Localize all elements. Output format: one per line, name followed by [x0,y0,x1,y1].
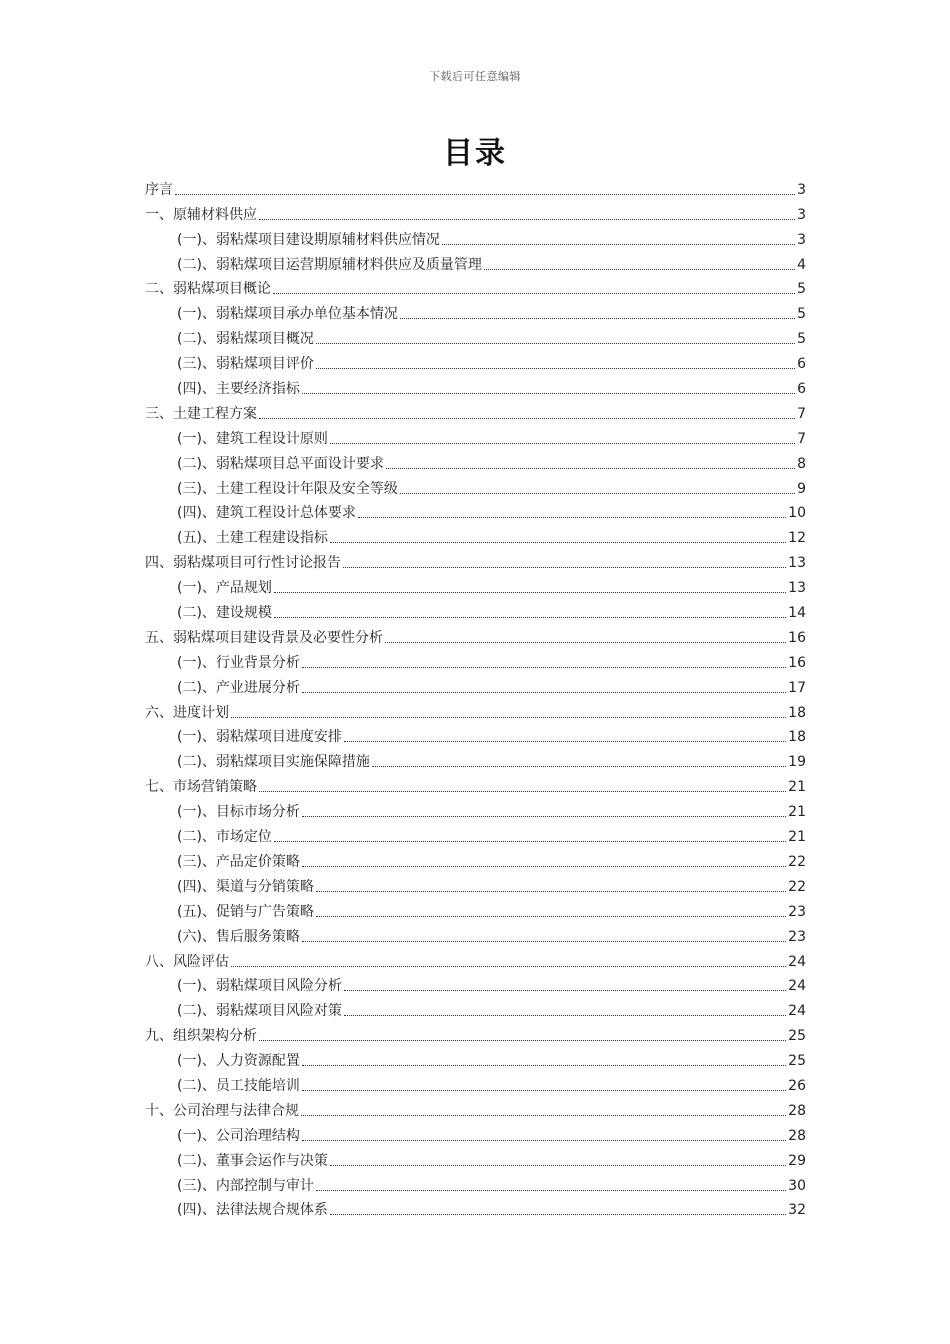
toc-dot-leader [175,194,795,195]
toc-section-link[interactable] [145,697,806,722]
toc-page-number: 5 [797,331,806,348]
toc-page-number: 18 [788,729,806,746]
toc-subsection-link[interactable] [145,746,806,771]
toc-subsection-link[interactable] [145,971,806,996]
toc-subsection-link[interactable] [145,1120,806,1145]
toc-subsection-link[interactable] [145,448,806,473]
toc-page-number: 22 [788,878,806,895]
toc-entry-title: 二、弱粘煤项目概论 [145,281,271,298]
toc-entry-title: (三)、产品定价策略 [177,853,300,870]
toc-entry-title: (三)、土建工程设计年限及安全等级 [177,480,398,497]
toc-page-number: 19 [788,754,806,771]
toc-page-number: 13 [788,555,806,572]
toc-subsection-link[interactable] [145,1070,806,1095]
toc-subsection-link[interactable] [145,871,806,896]
toc-entry-title: (二)、弱粘煤项目实施保障措施 [177,754,370,771]
toc-dot-leader [302,667,786,668]
toc-entry-title: (四)、建筑工程设计总体要求 [177,505,356,522]
toc-page-number: 4 [797,256,806,273]
toc-entry-title: (三)、弱粘煤项目评价 [177,356,314,373]
toc-subsection-link[interactable] [145,373,806,398]
toc-entry-title: (二)、弱粘煤项目风险对策 [177,1003,342,1020]
toc-dot-leader [316,343,795,344]
toc-dot-leader [302,1090,786,1091]
toc-page-number: 21 [788,829,806,846]
toc-subsection-link[interactable] [145,722,806,747]
toc-dot-leader [302,1065,786,1066]
toc-dot-leader [343,567,786,568]
toc-page-number: 13 [788,580,806,597]
toc-entry-title: (一)、弱粘煤项目进度安排 [177,729,342,746]
toc-section-link[interactable] [145,547,806,572]
toc-entry-title: (一)、弱粘煤项目承办单位基本情况 [177,306,398,323]
toc-subsection-link[interactable] [145,423,806,448]
toc-page-number: 32 [788,1202,806,1219]
toc-entry-title: (一)、人力资源配置 [177,1053,300,1070]
toc-subsection-link[interactable] [145,896,806,921]
table-of-contents [145,174,806,1219]
toc-page-number: 21 [788,779,806,796]
toc-page-number: 3 [797,206,806,223]
toc-page-number: 29 [788,1152,806,1169]
toc-subsection-link[interactable] [145,672,806,697]
toc-subsection-link[interactable] [145,323,806,348]
toc-entry-title: (五)、土建工程建设指标 [177,530,328,547]
toc-subsection-link[interactable] [145,921,806,946]
toc-section-link[interactable] [145,398,806,423]
toc-entry-title: (一)、目标市场分析 [177,804,300,821]
toc-page-number: 7 [797,405,806,422]
toc-page-number: 7 [797,430,806,447]
header-note: 下载后可任意编辑 [429,70,521,83]
toc-dot-leader [274,841,786,842]
toc-subsection-link[interactable] [145,249,806,274]
toc-page-number: 10 [788,505,806,522]
toc-subsection-link[interactable] [145,1195,806,1220]
toc-dot-leader [259,418,795,419]
toc-entry-title: (三)、内部控制与审计 [177,1177,314,1194]
toc-dot-leader [259,791,786,792]
toc-page-number: 16 [788,654,806,671]
toc-dot-leader [484,269,795,270]
toc-page-number: 23 [788,903,806,920]
toc-dot-leader [302,692,786,693]
toc-dot-leader [400,493,795,494]
toc-dot-leader [259,1040,786,1041]
toc-page-number: 8 [797,455,806,472]
toc-subsection-link[interactable] [145,348,806,373]
toc-section-link[interactable] [145,199,806,224]
toc-dot-leader [330,443,795,444]
toc-dot-leader [316,916,786,917]
toc-page-number: 17 [788,679,806,696]
toc-dot-leader [442,244,795,245]
toc-dot-leader [302,866,786,867]
toc-section-link[interactable] [145,622,806,647]
toc-entry-title: (六)、售后服务策略 [177,928,300,945]
toc-dot-leader [372,766,786,767]
toc-page-number: 25 [788,1053,806,1070]
toc-subsection-link[interactable] [145,796,806,821]
toc-dot-leader [259,219,795,220]
toc-page-number: 6 [797,356,806,373]
toc-dot-leader [302,1140,786,1141]
toc-subsection-link[interactable] [145,1170,806,1195]
toc-page-number: 12 [788,530,806,547]
toc-page-number: 22 [788,853,806,870]
toc-dot-leader [330,1165,786,1166]
toc-page-number: 25 [788,1028,806,1045]
toc-page-number: 3 [797,181,806,198]
toc-subsection-link[interactable] [145,846,806,871]
toc-dot-leader [358,517,786,518]
toc-entry-title: (四)、渠道与分销策略 [177,878,314,895]
toc-section-link[interactable] [145,174,806,199]
toc-subsection-link[interactable] [145,522,806,547]
toc-dot-leader [316,1190,786,1191]
toc-entry-title: (一)、弱粘煤项目风险分析 [177,978,342,995]
toc-section-link[interactable] [145,274,806,299]
toc-entry-title: (二)、弱粘煤项目概况 [177,331,314,348]
toc-dot-leader [344,990,786,991]
toc-entry-title: (一)、产品规划 [177,580,272,597]
toc-dot-leader [330,542,786,543]
toc-dot-leader [385,642,786,643]
toc-entry-title: (一)、弱粘煤项目建设期原辅材料供应情况 [177,231,440,248]
toc-dot-leader [231,966,786,967]
toc-entry-title: 三、土建工程方案 [145,405,257,422]
toc-section-link[interactable] [145,1095,806,1120]
toc-page-number: 5 [797,281,806,298]
toc-dot-leader [274,617,786,618]
toc-page-number: 23 [788,928,806,945]
toc-entry-title: (二)、弱粘煤项目运营期原辅材料供应及质量管理 [177,256,482,273]
toc-subsection-link[interactable] [145,298,806,323]
toc-subsection-link[interactable] [145,572,806,597]
toc-page-number: 6 [797,381,806,398]
toc-page-number: 3 [797,231,806,248]
toc-page-number: 9 [797,480,806,497]
toc-entry-title: (二)、市场定位 [177,829,272,846]
toc-dot-leader [302,816,786,817]
toc-page-number: 18 [788,704,806,721]
toc-page-number: 24 [788,978,806,995]
toc-dot-leader [273,293,795,294]
toc-subsection-link[interactable] [145,821,806,846]
toc-page-number: 24 [788,1003,806,1020]
toc-entry-title: (一)、公司治理结构 [177,1127,300,1144]
toc-dot-leader [231,717,786,718]
toc-dot-leader [330,1214,786,1215]
toc-entry-title: 四、弱粘煤项目可行性讨论报告 [145,555,341,572]
toc-entry-title: (四)、法律法规合规体系 [177,1202,328,1219]
toc-subsection-link[interactable] [145,473,806,498]
toc-dot-leader [386,468,795,469]
toc-dot-leader [344,1015,786,1016]
toc-page-number: 16 [788,629,806,646]
toc-entry-title: (二)、董事会运作与决策 [177,1152,328,1169]
toc-entry-title: (二)、弱粘煤项目总平面设计要求 [177,455,384,472]
toc-page-number: 24 [788,953,806,970]
toc-entry-title: (五)、促销与广告策略 [177,903,314,920]
toc-dot-leader [316,368,795,369]
toc-dot-leader [400,318,795,319]
toc-page-number: 28 [788,1102,806,1119]
toc-page-number: 5 [797,306,806,323]
toc-title: 目录 [443,136,507,171]
toc-entry-title: (二)、建设规模 [177,605,272,622]
toc-entry-title: 七、市场营销策略 [145,779,257,796]
toc-dot-leader [302,393,795,394]
toc-entry-title: 六、进度计划 [145,704,229,721]
toc-subsection-link[interactable] [145,1145,806,1170]
toc-dot-leader [302,941,786,942]
toc-section-link[interactable] [145,946,806,971]
toc-entry-title: 序言 [145,181,173,198]
toc-entry-title: (二)、员工技能培训 [177,1077,300,1094]
toc-subsection-link[interactable] [145,647,806,672]
toc-page-number: 21 [788,804,806,821]
toc-page-number: 28 [788,1127,806,1144]
toc-entry-title: 五、弱粘煤项目建设背景及必要性分析 [145,629,383,646]
toc-entry-title: 十、公司治理与法律合规 [145,1102,299,1119]
toc-entry-title: (二)、产业进展分析 [177,679,300,696]
toc-section-link[interactable] [145,1020,806,1045]
toc-subsection-link[interactable] [145,224,806,249]
toc-entry-title: 一、原辅材料供应 [145,206,257,223]
toc-entry-title: 八、风险评估 [145,953,229,970]
toc-dot-leader [344,741,786,742]
toc-entry-title: (一)、建筑工程设计原则 [177,430,328,447]
toc-entry-title: (四)、主要经济指标 [177,381,300,398]
toc-dot-leader [274,592,786,593]
toc-page-number: 30 [788,1177,806,1194]
toc-entry-title: 九、组织架构分析 [145,1028,257,1045]
toc-page-number: 26 [788,1077,806,1094]
toc-subsection-link[interactable] [145,1045,806,1070]
toc-dot-leader [316,891,786,892]
toc-subsection-link[interactable] [145,498,806,523]
toc-dot-leader [301,1115,786,1116]
toc-subsection-link[interactable] [145,597,806,622]
toc-entry-title: (一)、行业背景分析 [177,654,300,671]
toc-subsection-link[interactable] [145,995,806,1020]
toc-section-link[interactable] [145,771,806,796]
toc-page-number: 14 [788,605,806,622]
